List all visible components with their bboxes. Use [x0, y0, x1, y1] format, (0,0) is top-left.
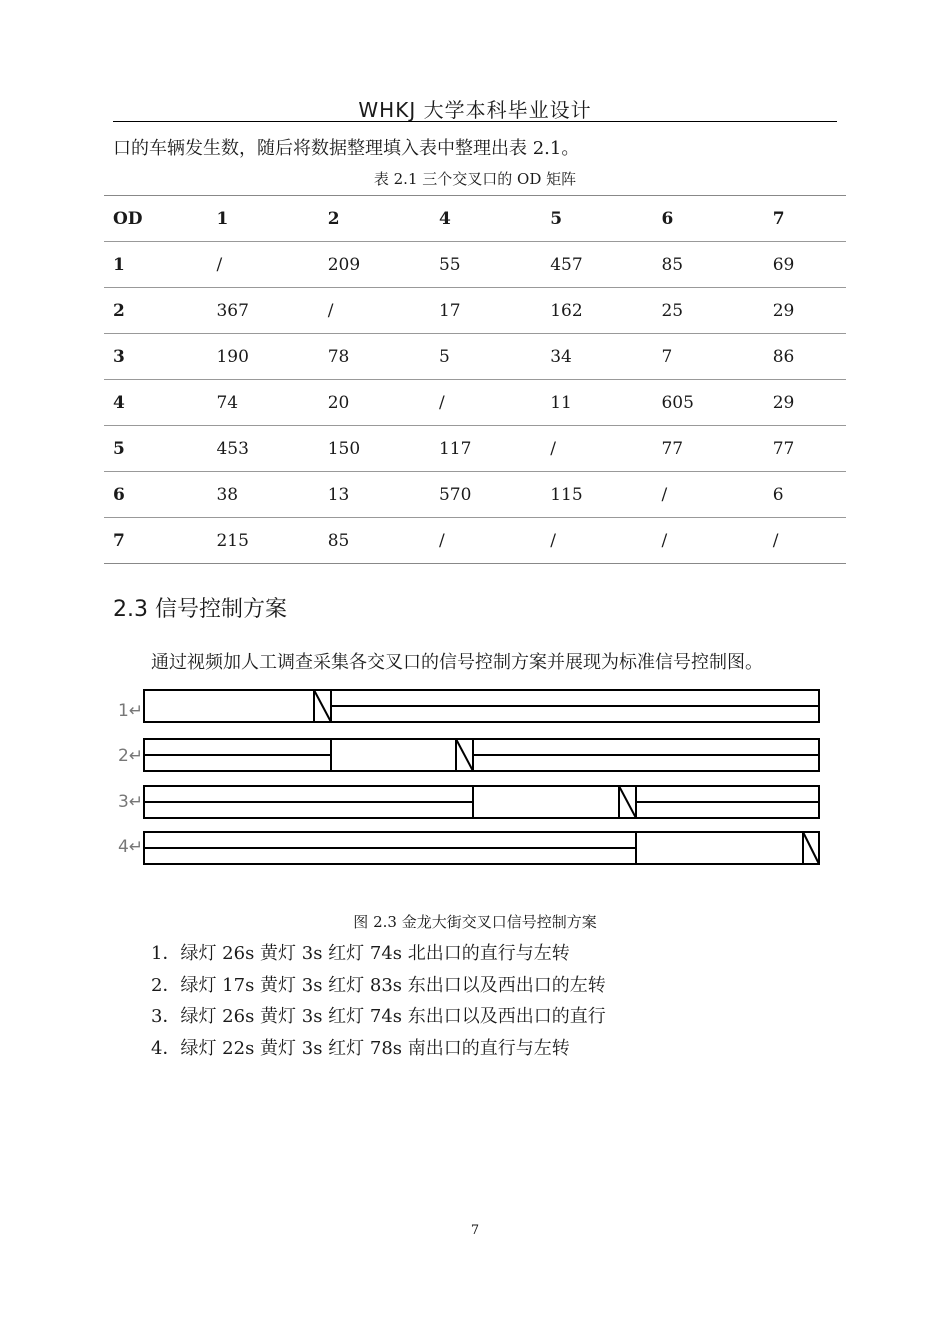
table-cell: 150 [319, 426, 430, 472]
section-heading: 2.3 信号控制方案 [113, 597, 287, 622]
intro-paragraph: 口的车辆发生数，随后将数据整理填入表中整理出表 2.1。 [113, 138, 580, 159]
row-header: 7 [104, 518, 207, 564]
body-paragraph: 通过视频加人工调查采集各交叉口的信号控制方案并展现为标准信号控制图。 [151, 652, 763, 673]
phase-label: 1↵ [118, 701, 144, 721]
row-header: 6 [104, 472, 207, 518]
table-cell: 457 [541, 242, 652, 288]
table-cell: 215 [207, 518, 318, 564]
list-item: 3．绿灯 26s 黄灯 3s 红灯 74s 东出口以及西出口的直行 [151, 1006, 606, 1028]
column-header: 1 [207, 196, 318, 242]
list-item: 1．绿灯 26s 黄灯 3s 红灯 74s 北出口的直行与左转 [151, 943, 570, 964]
table-cell: 34 [541, 334, 652, 380]
phase-label: 4↵ [118, 837, 144, 857]
list-item: 4．绿灯 22s 黄灯 3s 红灯 78s 南出口的直行与左转 [151, 1038, 570, 1060]
table-cell: 6 [764, 472, 846, 518]
table-cell: / [764, 518, 846, 564]
table-cell: 29 [764, 288, 846, 334]
phase-plan-list [151, 938, 606, 1065]
table-cell: 29 [764, 380, 846, 426]
phase-label: 2↵ [118, 746, 144, 766]
table-cell: 69 [764, 242, 846, 288]
table-cell: / [652, 472, 763, 518]
table-cell: 7 [652, 334, 763, 380]
row-header: 4 [104, 380, 207, 426]
table-cell: 570 [430, 472, 541, 518]
table-cell: 117 [430, 426, 541, 472]
column-header: 2 [319, 196, 430, 242]
table-cell: 78 [319, 334, 430, 380]
page-number: 7 [470, 1223, 480, 1238]
column-header: 5 [541, 196, 652, 242]
column-header: OD [104, 196, 207, 242]
column-header: 7 [764, 196, 846, 242]
table-cell: 25 [652, 288, 763, 334]
table-cell: 86 [764, 334, 846, 380]
table-cell: 77 [652, 426, 763, 472]
table-cell: / [541, 518, 652, 564]
table-cell: 55 [430, 242, 541, 288]
table-cell: / [541, 426, 652, 472]
column-header: 4 [430, 196, 541, 242]
table-cell: 38 [207, 472, 318, 518]
row-header: 2 [104, 288, 207, 334]
phase-label: 3↵ [118, 792, 144, 812]
table-cell: 11 [541, 380, 652, 426]
page-header-title: WHKJ 大学本科毕业设计 [358, 98, 592, 122]
phase-1-yellow-mark [314, 690, 331, 722]
list-item: 2．绿灯 17s 黄灯 3s 红灯 83s 东出口以及西出口的左转 [151, 974, 606, 996]
row-header: 5 [104, 426, 207, 472]
phase-4-yellow-mark [803, 832, 819, 864]
figure-caption: 图 2.3 金龙大街交叉口信号控制方案 [353, 913, 597, 931]
row-header: 3 [104, 334, 207, 380]
phase-3-yellow-mark [619, 786, 636, 818]
table-cell: 209 [319, 242, 430, 288]
table-cell: / [430, 380, 541, 426]
table-cell: 190 [207, 334, 318, 380]
table-cell: 20 [319, 380, 430, 426]
table-cell: 115 [541, 472, 652, 518]
phase-2-yellow-mark [456, 739, 473, 771]
table-cell: / [319, 288, 430, 334]
table-caption: 表 2.1 三个交叉口的 OD 矩阵 [373, 170, 577, 188]
table-cell: 17 [430, 288, 541, 334]
table-cell: 13 [319, 472, 430, 518]
table-cell: 605 [652, 380, 763, 426]
table-cell: 453 [207, 426, 318, 472]
table-cell: 162 [541, 288, 652, 334]
table-cell: / [430, 518, 541, 564]
table-cell: 74 [207, 380, 318, 426]
row-header: 1 [104, 242, 207, 288]
table-cell: 367 [207, 288, 318, 334]
table-cell: 77 [764, 426, 846, 472]
table-cell: 85 [652, 242, 763, 288]
table-cell: / [207, 242, 318, 288]
table-cell: 85 [319, 518, 430, 564]
table-cell: 5 [430, 334, 541, 380]
table-cell: / [652, 518, 763, 564]
column-header: 6 [652, 196, 763, 242]
